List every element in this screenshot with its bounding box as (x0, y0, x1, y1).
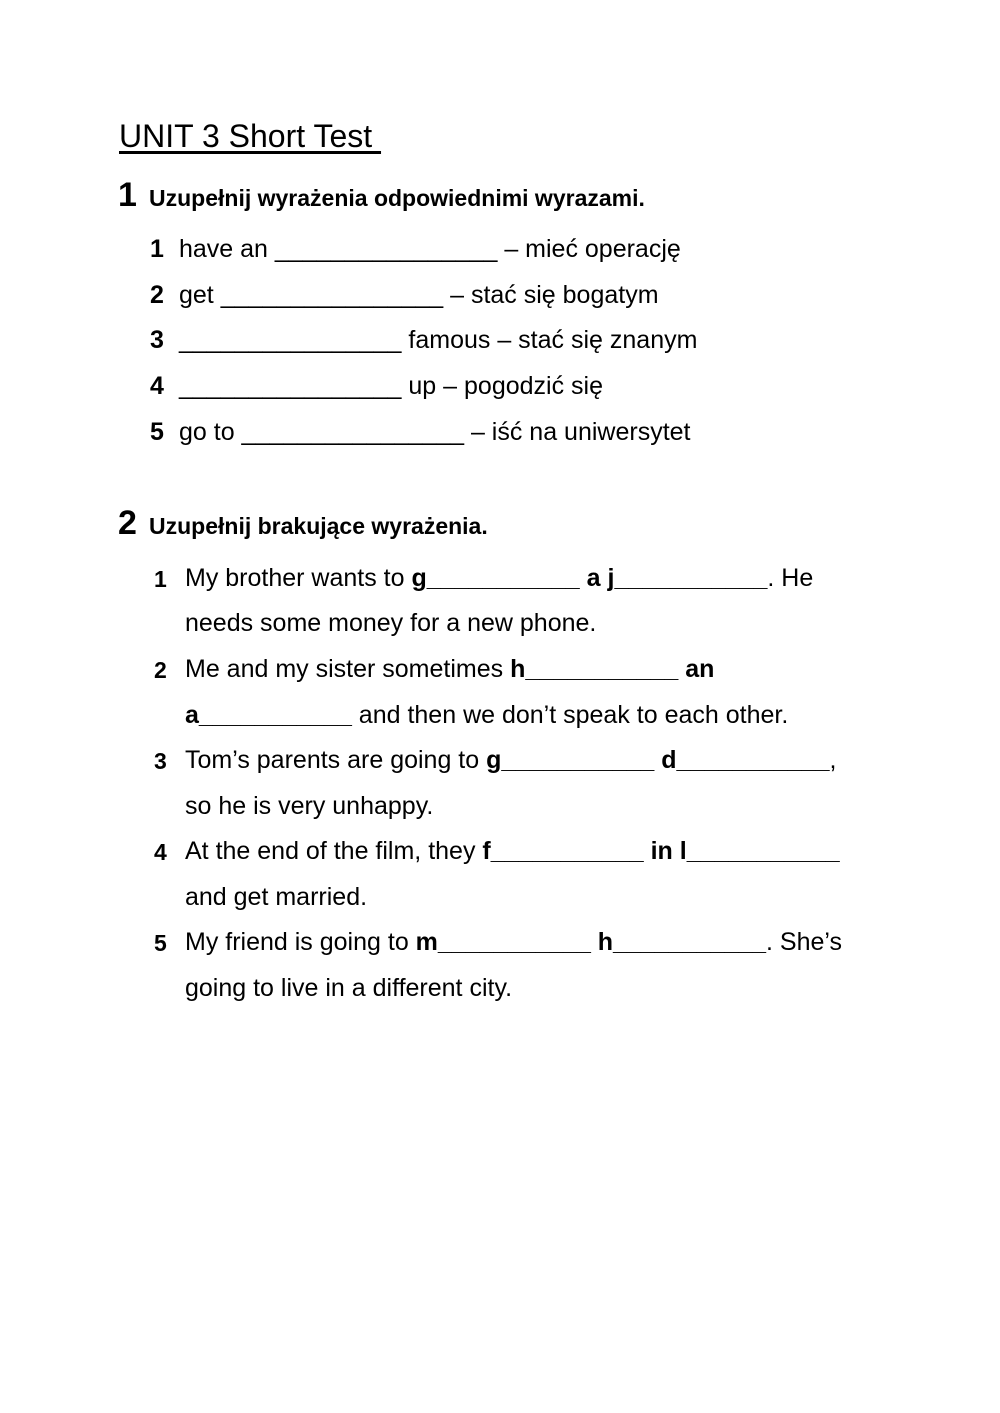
exercise-2-number: 2 (118, 504, 137, 542)
item-number: 3 (150, 326, 164, 354)
item-text: ________________ famous – stać się znanym (179, 326, 698, 354)
sentence-text: . She’s (766, 928, 842, 956)
exercise-2-item-line (185, 655, 714, 684)
exercise-2-instruction: Uzupełnij brakujące wyrażenia. (149, 513, 488, 539)
exercise-1-item (150, 418, 691, 447)
exercise-2-item-number: 2 (154, 657, 167, 683)
exercise-1-number: 1 (118, 176, 137, 214)
answer-blank: m___________ h___________ (415, 928, 767, 956)
item-text: have an ________________ – mieć operację (179, 235, 681, 263)
answer-blank: g___________ d___________ (486, 746, 830, 774)
exercise-1-item (150, 281, 659, 310)
sentence-text: My friend is going to (185, 928, 416, 956)
exercise-2-item-line: needs some money for a new phone. (185, 609, 597, 637)
exercise-2-item-number: 4 (154, 839, 167, 865)
exercise-2-item-line (185, 564, 813, 593)
exercise-2-item-line (185, 837, 840, 866)
sentence-text: . He (767, 564, 814, 592)
item-number: 4 (150, 372, 164, 400)
item-number: 5 (150, 418, 164, 446)
exercise-2-item-line (185, 746, 836, 775)
answer-blank: g___________ a j___________ (411, 564, 768, 592)
exercise-1-item (150, 372, 603, 401)
page-title: UNIT 3 Short Test (119, 118, 382, 154)
exercise-1-item (150, 235, 681, 264)
item-number: 2 (150, 281, 164, 309)
exercise-2-item-line: and get married. (185, 883, 368, 911)
sentence-text: , (829, 746, 837, 774)
exercise-2-item-line: going to live in a different city. (185, 974, 513, 1002)
exercise-1-header (118, 176, 645, 215)
exercise-2-item-number: 3 (154, 748, 167, 774)
item-text: go to ________________ – iść na uniwersytet (179, 418, 691, 446)
sentence-text: Me and my sister sometimes (185, 655, 511, 683)
exercise-1-item (150, 326, 697, 355)
exercise-2-header (118, 504, 488, 543)
sentence-text: My brother wants to (185, 564, 412, 592)
exercise-2-item-line (185, 928, 842, 957)
item-text: get ________________ – stać się bogatym (179, 281, 659, 309)
item-number: 1 (150, 235, 164, 263)
item-text: ________________ up – pogodzić się (179, 372, 603, 400)
exercise-2-item-number: 1 (154, 566, 167, 592)
exercise-2-item-line: so he is very unhappy. (185, 792, 434, 820)
answer-blank: f___________ in l___________ (482, 837, 840, 865)
answer-blank: h___________ an (510, 655, 715, 683)
exercise-2-item-number: 5 (154, 930, 167, 956)
sentence-text: At the end of the film, they (185, 837, 483, 865)
answer-blank: a___________ (185, 701, 352, 729)
sentence-text: Tom’s parents are going to (185, 746, 487, 774)
sentence-text: and then we don’t speak to each other. (351, 701, 789, 729)
exercise-2-item-line (185, 701, 788, 730)
exercise-1-instruction: Uzupełnij wyrażenia odpowiednimi wyrazami. (149, 185, 645, 211)
